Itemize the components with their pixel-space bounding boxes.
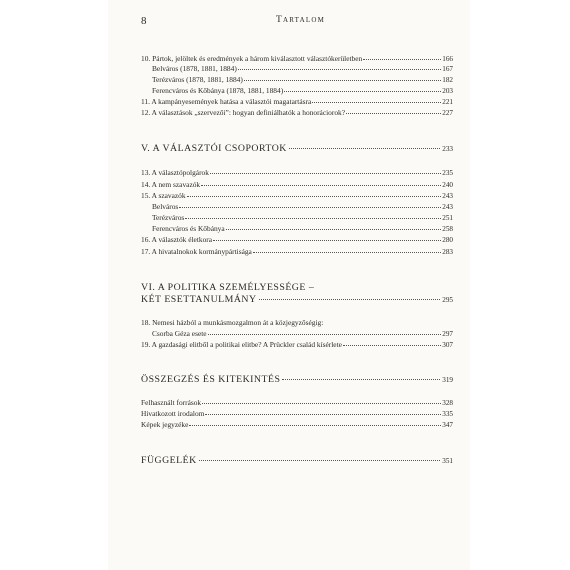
leader-dots	[179, 207, 441, 208]
toc-subentry: Belváros 243	[152, 202, 453, 211]
toc-entry: Képek jegyzéke 347	[141, 420, 453, 429]
toc-page: 251	[442, 214, 453, 222]
leader-dots	[202, 403, 441, 404]
toc-page: 221	[442, 98, 453, 106]
leader-dots	[210, 173, 441, 174]
leader-dots	[282, 379, 440, 380]
toc-entry: Felhasznált források 328	[141, 398, 453, 407]
leader-dots	[226, 229, 442, 230]
chapter-page: 295	[442, 296, 453, 304]
toc-subentry: Ferencváros és Kőbánya (1878, 1881, 1884) 203	[152, 86, 453, 95]
page-number: 8	[141, 15, 147, 27]
leader-dots	[312, 102, 441, 103]
leader-dots	[238, 69, 441, 70]
toc-page: 240	[442, 181, 453, 189]
leader-dots	[343, 345, 441, 346]
leader-dots	[363, 59, 441, 60]
toc-page: 243	[442, 203, 453, 211]
leader-dots	[185, 218, 441, 219]
leader-dots	[205, 414, 441, 415]
leader-dots	[284, 91, 441, 92]
chapter-page: 319	[442, 376, 453, 384]
leader-dots	[208, 334, 442, 335]
toc-entry: 15. A szavazók 243	[141, 191, 453, 200]
toc-page: 307	[442, 341, 453, 349]
toc-subentry: Terézváros 251	[152, 213, 453, 222]
toc-entry: 14. A nem szavazók 240	[141, 180, 453, 189]
leader-dots	[346, 113, 441, 114]
running-title: Tartalom	[275, 15, 326, 25]
chapter-heading: FÜGGELÉK 351	[141, 455, 453, 466]
leader-dots	[201, 185, 441, 186]
leader-dots	[259, 299, 441, 300]
chapter-heading: KÉT ESETTANULMÁNY 295	[141, 294, 453, 305]
toc-entry: 13. A választópolgárok 235	[141, 168, 453, 177]
chapter-heading-line1: VI. A POLITIKA SZEMÉLYESSÉGE –	[141, 282, 315, 293]
chapter-heading: ÖSSZEGZÉS ÉS KITEKINTÉS 319	[141, 374, 453, 385]
toc-page: 328	[442, 399, 453, 407]
toc-page: 335	[442, 410, 453, 418]
toc-subentry: Belváros (1878, 1881, 1884) 167	[152, 64, 453, 73]
toc-page: 243	[442, 192, 453, 200]
toc-page: 235	[442, 169, 453, 177]
toc-entry: 19. A gazdasági elitből a politikai elitbe? A Prückler család kísérlete 307	[141, 340, 453, 349]
toc-page: 166	[442, 55, 453, 63]
toc-entry: 12. A választások „szervezői”: hogyan definiálhatók a honoráciorok? 227	[141, 108, 453, 117]
toc-entry: 16. A választók életkora 280	[141, 235, 453, 244]
toc-page: 167	[442, 65, 453, 73]
leader-dots	[189, 425, 441, 426]
leader-dots	[253, 252, 441, 253]
toc-entry: Hivatkozott irodalom 335	[141, 409, 453, 418]
toc-subentry: Ferencváros és Kőbánya 258	[152, 224, 453, 233]
leader-dots	[199, 460, 441, 461]
toc-page: 280	[442, 236, 453, 244]
chapter-page: 351	[442, 457, 453, 465]
toc-page: 347	[442, 421, 453, 429]
toc-entry: 11. A kampányesemények hatása a választói magatartásra 221	[141, 97, 453, 106]
leader-dots	[289, 148, 440, 149]
leader-dots	[187, 196, 442, 197]
toc-entry: 10. Pártok, jelöltek és eredmények a három kiválasztott választókerületben 166	[141, 54, 453, 63]
chapter-page: 233	[442, 145, 453, 153]
leader-dots	[244, 80, 441, 81]
leader-dots	[213, 240, 441, 241]
toc-page: 283	[442, 248, 453, 256]
toc-entry: 17. A hivatalnokok kormánypártisága 283	[141, 247, 453, 256]
chapter-heading: V. A VÁLASZTÓI CSOPORTOK 233	[141, 143, 453, 154]
toc-page: 258	[442, 225, 453, 233]
page-header	[141, 15, 460, 29]
toc-subentry: Terézváros (1878, 1881, 1884) 182	[152, 75, 453, 84]
toc-page: 227	[442, 109, 453, 117]
toc-entry-line1: 18. Nemesi házból a munkásmozgalmon át a közjegyzőségig:	[141, 318, 324, 327]
toc-entry-line2: Csorba Géza esete 297	[152, 329, 453, 338]
toc-page: 182	[442, 76, 453, 84]
toc-page: 203	[442, 87, 453, 95]
toc-page: 297	[442, 330, 453, 338]
